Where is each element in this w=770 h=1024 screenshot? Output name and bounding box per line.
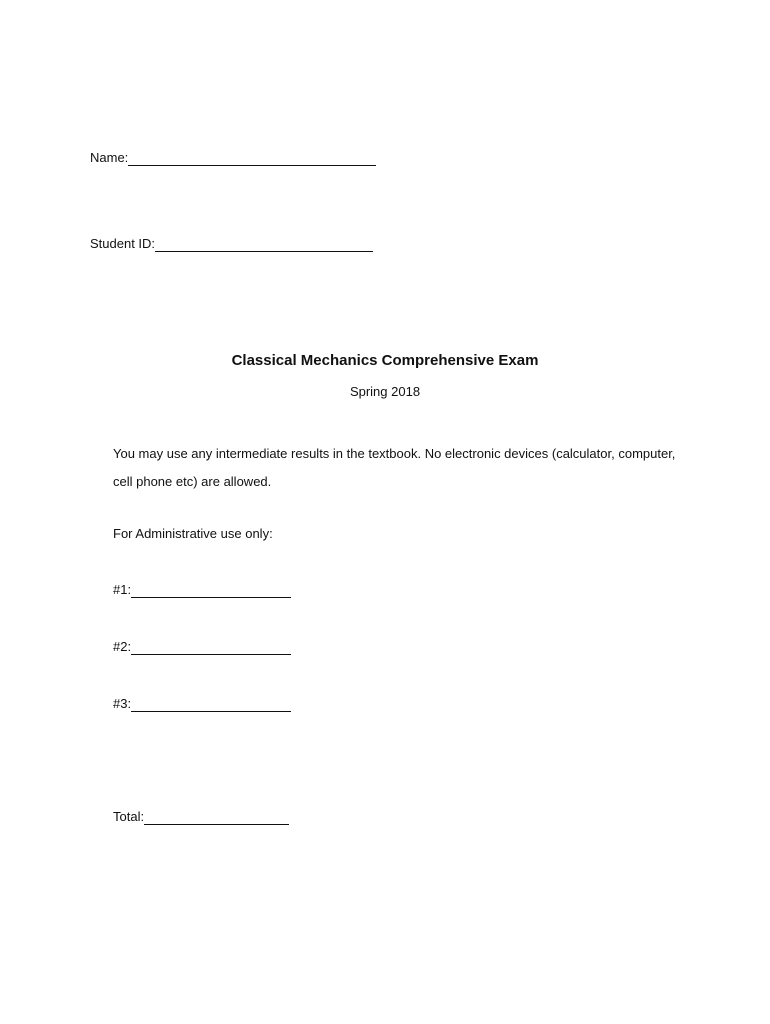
name-label: Name:: [90, 150, 129, 165]
exam-term: Spring 2018: [349, 384, 421, 399]
problem-2-score-field[interactable]: [113, 639, 291, 655]
problem-2-blank-line[interactable]: [131, 640, 291, 655]
total-score-field[interactable]: [113, 809, 289, 825]
problem-1-label: #1:: [113, 582, 132, 597]
student-id-blank-line[interactable]: [155, 237, 373, 252]
problem-2-label: #2:: [113, 639, 132, 654]
total-label: Total:: [113, 809, 145, 824]
name-blank-line[interactable]: [128, 151, 376, 166]
student-id-label: Student ID:: [90, 236, 156, 251]
problem-3-blank-line[interactable]: [131, 697, 291, 712]
problem-1-score-field[interactable]: [113, 582, 291, 598]
problem-3-label: #3:: [113, 696, 132, 711]
name-field[interactable]: [90, 150, 376, 166]
admin-heading: For Administrative use only:: [113, 526, 273, 541]
problem-1-blank-line[interactable]: [131, 583, 291, 598]
total-blank-line[interactable]: [144, 810, 289, 825]
student-id-field[interactable]: [90, 236, 373, 252]
problem-3-score-field[interactable]: [113, 696, 291, 712]
exam-instructions: You may use any intermediate results in the textbook. No electronic devices (calculator, computer, cell phone etc) are allowed.: [113, 446, 676, 489]
exam-title: Classical Mechanics Comprehensive Exam: [231, 352, 539, 369]
